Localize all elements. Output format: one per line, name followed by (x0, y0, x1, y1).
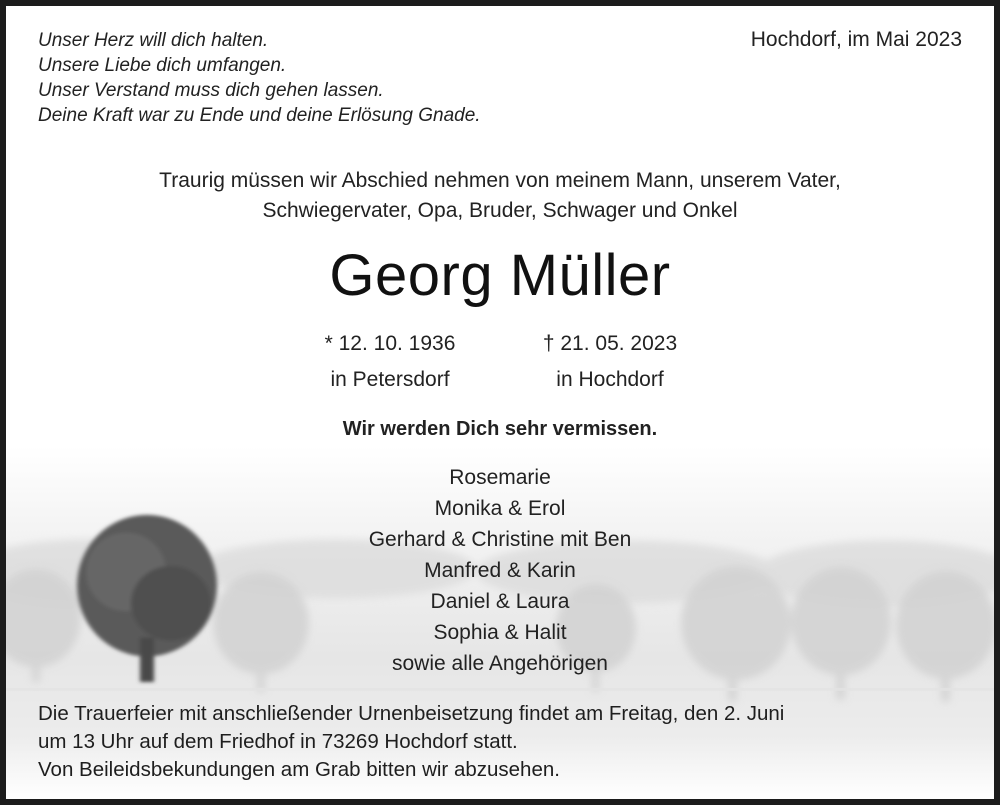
mourner: Gerhard & Christine mit Ben (368, 528, 632, 551)
mourners-list (6, 462, 994, 679)
death-date: 21. 05. 2023 (560, 332, 678, 355)
death-info (535, 326, 685, 398)
dagger-cross-icon: † (542, 332, 555, 355)
mourner: Sophia & Halit (433, 621, 567, 644)
poem-verse (38, 28, 481, 128)
birth-place: in Petersdorf (330, 368, 450, 391)
deceased-name: Georg Müller (329, 243, 671, 308)
intro-line: Traurig müssen wir Abschied nehmen von meinem Mann, unserem Vater, (159, 169, 841, 192)
death-date-line (535, 326, 685, 362)
birth-date-line (315, 326, 465, 362)
mourner: Manfred & Karin (424, 559, 576, 582)
intro-line: Schwiegervater, Opa, Bruder, Schwager und Onkel (262, 199, 738, 222)
poem-line: Unsere Liebe dich umfangen. (38, 55, 287, 76)
birth-info (315, 326, 465, 398)
poem-line: Deine Kraft war zu Ende und deine Erlösung Gnade. (38, 105, 481, 126)
funeral-details (38, 700, 784, 784)
place-date: Hochdorf, im Mai 2023 (750, 28, 962, 51)
footer-line: Die Trauerfeier mit anschließender Urnenbeisetzung findet am Freitag, den 2. Juni (38, 702, 785, 725)
mourner: Monika & Erol (434, 497, 566, 520)
announcement-intro (6, 166, 994, 226)
birth-date: 12. 10. 1936 (338, 332, 456, 355)
birth-star-icon: * (324, 332, 333, 355)
death-place: in Hochdorf (556, 368, 664, 391)
miss-you-line: Wir werden Dich sehr vermissen. (342, 418, 658, 440)
poem-line: Unser Herz will dich halten. (38, 30, 269, 51)
mourner: Daniel & Laura (430, 590, 570, 613)
mourner: Rosemarie (449, 466, 551, 489)
poem-line: Unser Verstand muss dich gehen lassen. (38, 80, 384, 101)
mourner: sowie alle Angehörigen (392, 652, 608, 675)
footer-line: Von Beileidsbekundungen am Grab bitten wir abzusehen. (38, 758, 560, 781)
life-dates (6, 326, 994, 398)
footer-line: um 13 Uhr auf dem Friedhof in 73269 Hochdorf statt. (38, 730, 518, 753)
